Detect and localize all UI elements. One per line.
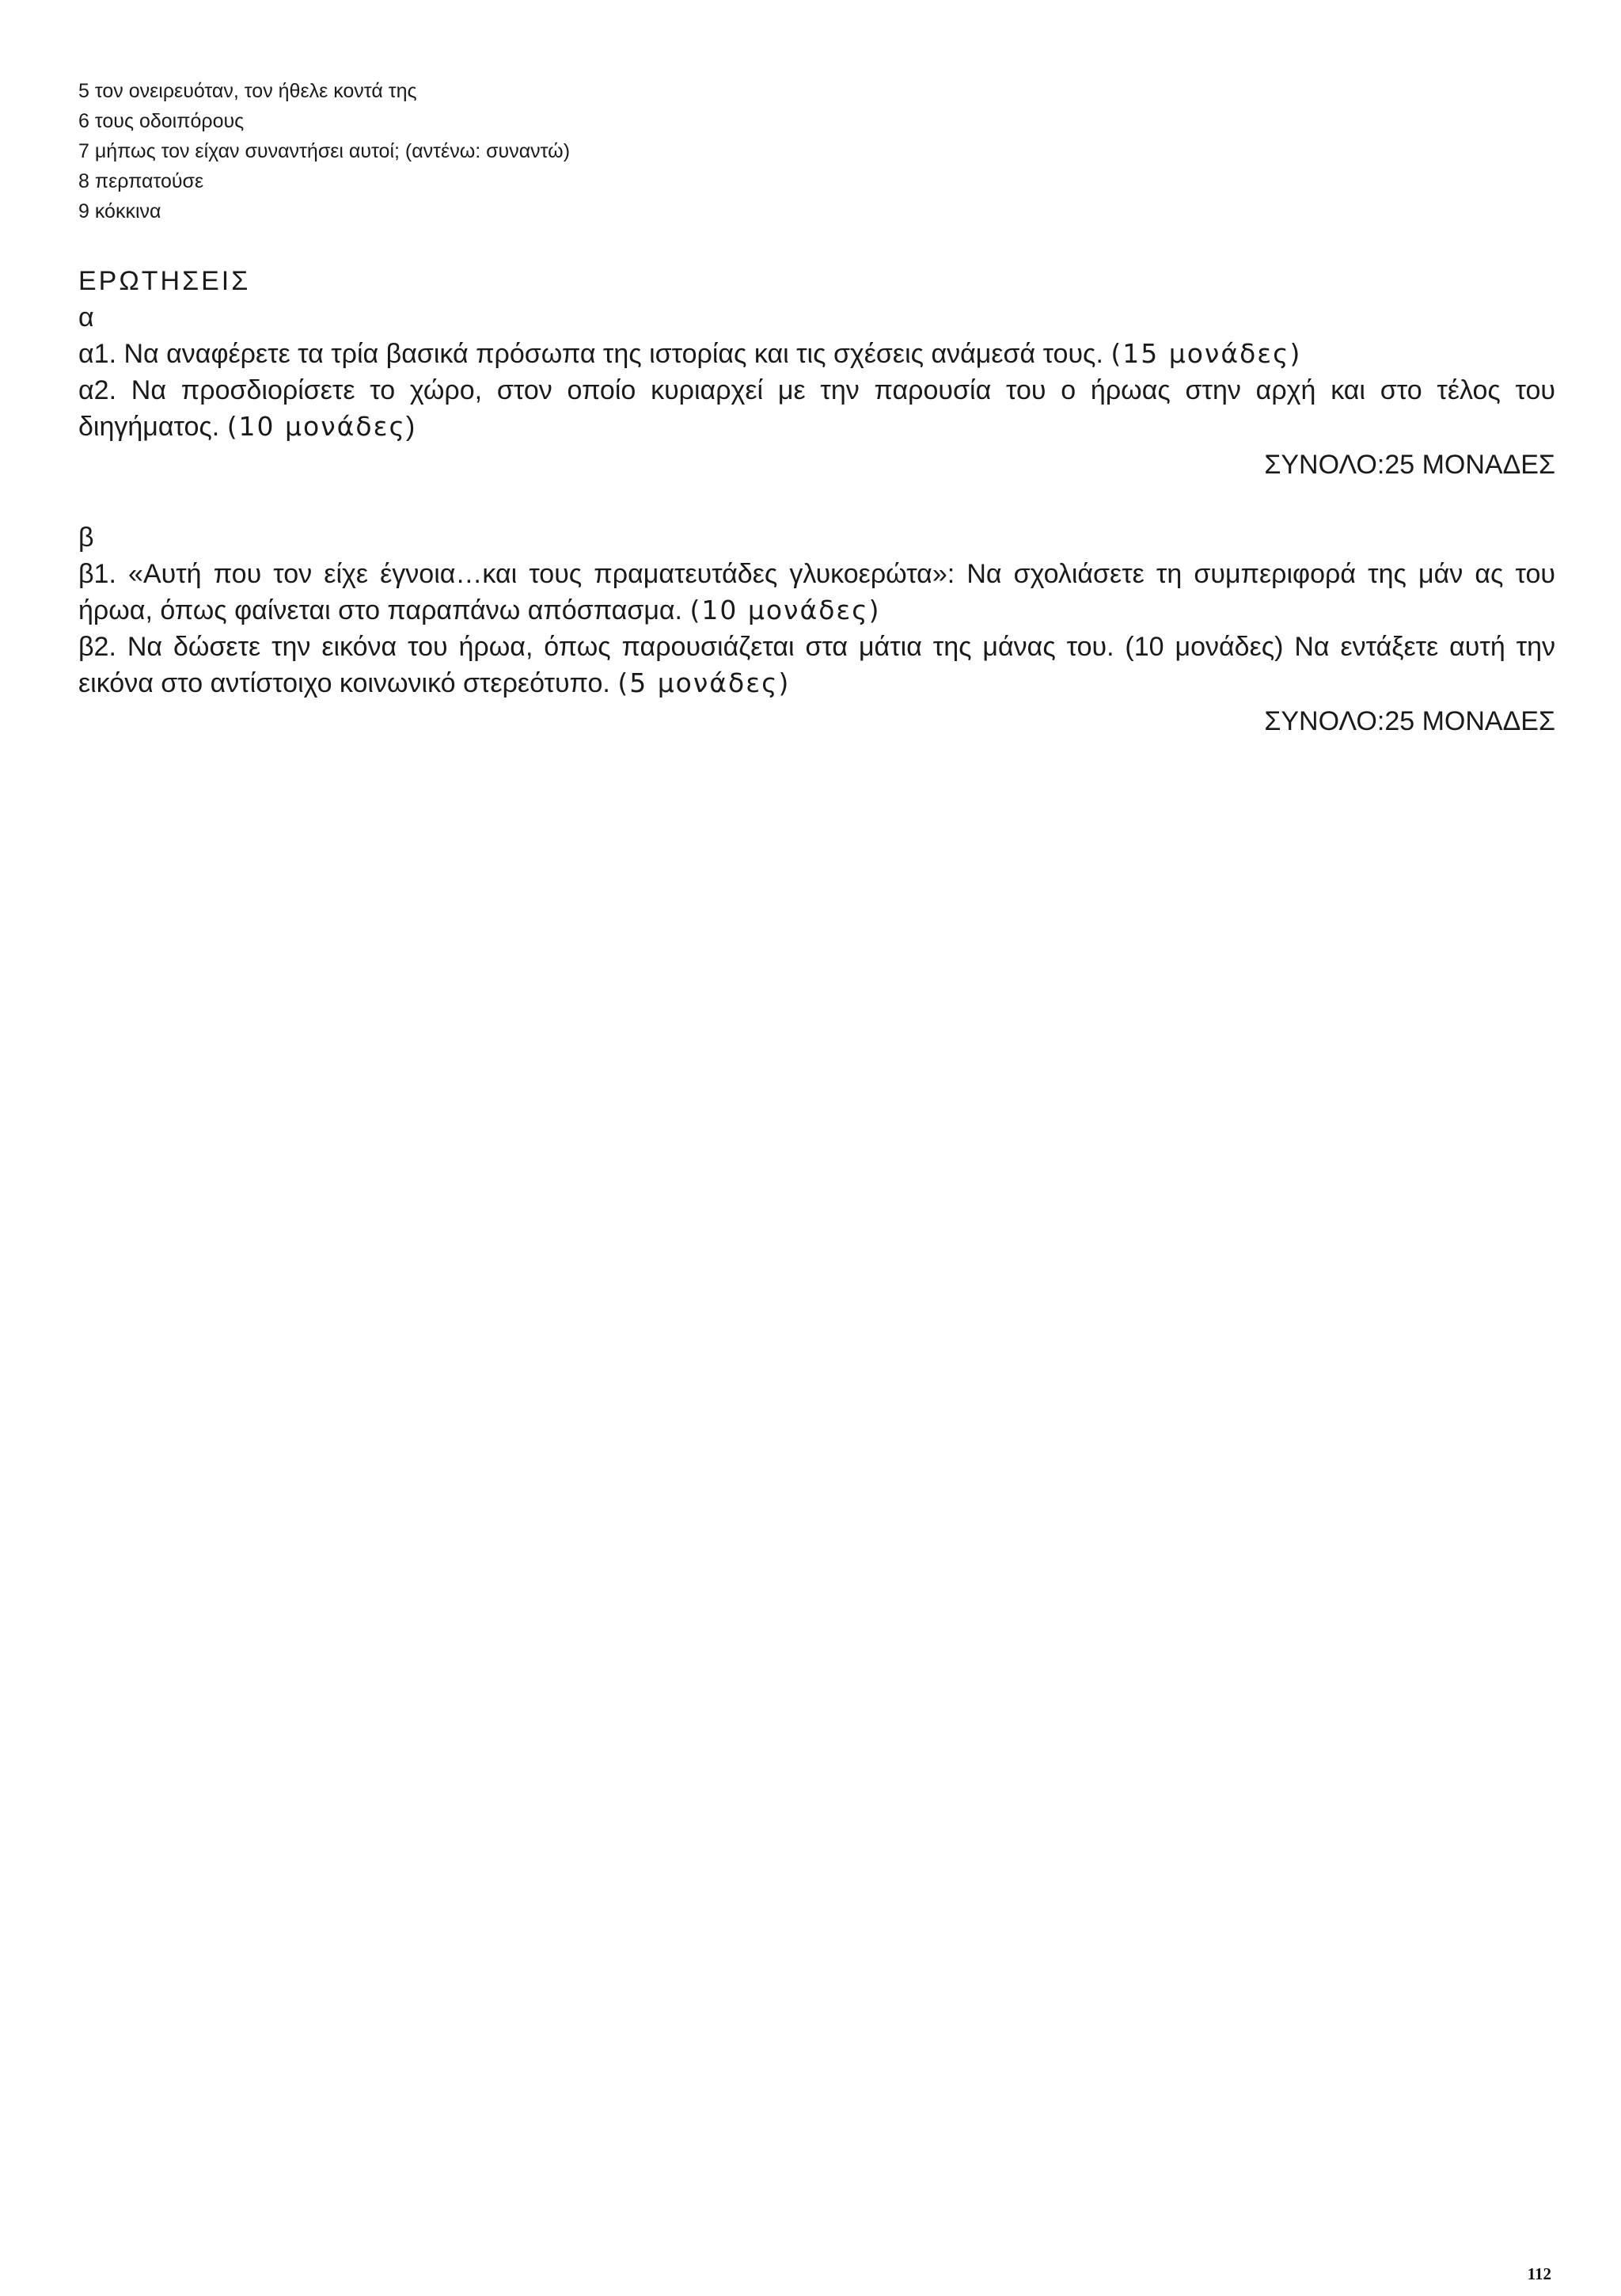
page-number: 112 <box>1527 2264 1551 2283</box>
question-number: α2 <box>78 375 109 405</box>
question-number: β2. <box>78 632 116 662</box>
footnote-item: 8 περπατούσε <box>78 170 204 192</box>
questions-heading: ΕΡΩΤΗΣΕΙΣ <box>78 266 251 296</box>
section-a <box>78 299 1555 483</box>
footnote-item: 5 τον ονειρευόταν, τον ήθελε κοντά της <box>78 80 417 102</box>
section-b <box>78 519 1555 739</box>
question-text: . «Αυτή που τον είχε έγνοια…και τους πραματευτάδες γλυκοερώτα»: Να σχολιάσετε τη συμπεριφορά της μάν ας του ήρωα, όπως φαίνεται στο παραπάνω απόσπασμα. <box>78 559 1555 625</box>
section-b-letter: β <box>78 523 94 553</box>
question-points: (10 μονάδες <box>226 411 406 442</box>
question-a2 <box>78 372 1555 445</box>
question-text: . Να αναφέρετε τα τρία βασικά πρόσωπα της ιστορίας και τις σχέσεις ανάμεσά τους. <box>108 339 1103 369</box>
footnote-item: 6 τους οδοιπόρους <box>78 110 245 132</box>
question-b2 <box>78 629 1555 701</box>
question-number: α1 <box>78 339 109 369</box>
question-points: (5 μονάδες) <box>617 667 791 698</box>
question-points-mid: 10 μονάδες) <box>1133 632 1284 662</box>
section-a-total: ΣΥΝΟΛΟ:25 ΜΟΝΑΔΕΣ <box>1264 450 1555 480</box>
footnotes-list <box>78 76 1555 226</box>
question-b1 <box>78 556 1555 629</box>
question-number: β1 <box>78 559 109 589</box>
section-b-total: ΣΥΝΟΛΟ:25 ΜΟΝΑΔΕΣ <box>1264 706 1555 736</box>
question-text-continued: Να εντάξετε αυτή την εικόνα στο αντίστοιχο κοινωνικό στερεότυπο. <box>78 632 1555 698</box>
question-points: (15 μονάδες) <box>1110 338 1302 369</box>
question-points-tail: ) <box>405 412 416 442</box>
question-points: (10 μονάδες) <box>689 595 881 625</box>
footnote-item: 9 κόκκινα <box>78 200 161 222</box>
question-text: Να δώσετε την εικόνα του ήρωα, όπως παρουσιάζεται στα μάτια της μάνας του. ( <box>116 632 1134 662</box>
question-a1 <box>78 336 1555 372</box>
question-text: . Να προσδιορίσετε το χώρο, στον οποίο κυριαρχεί με την παρουσία του ο ήρωας στην αρχή και στο τέλος του διηγήματος. <box>78 375 1555 442</box>
section-a-letter: α <box>78 302 94 333</box>
document-page <box>78 76 1555 739</box>
footnote-item: 7 μήπως τον είχαν συναντήσει αυτοί; (αντένω: συναντώ) <box>78 140 571 162</box>
